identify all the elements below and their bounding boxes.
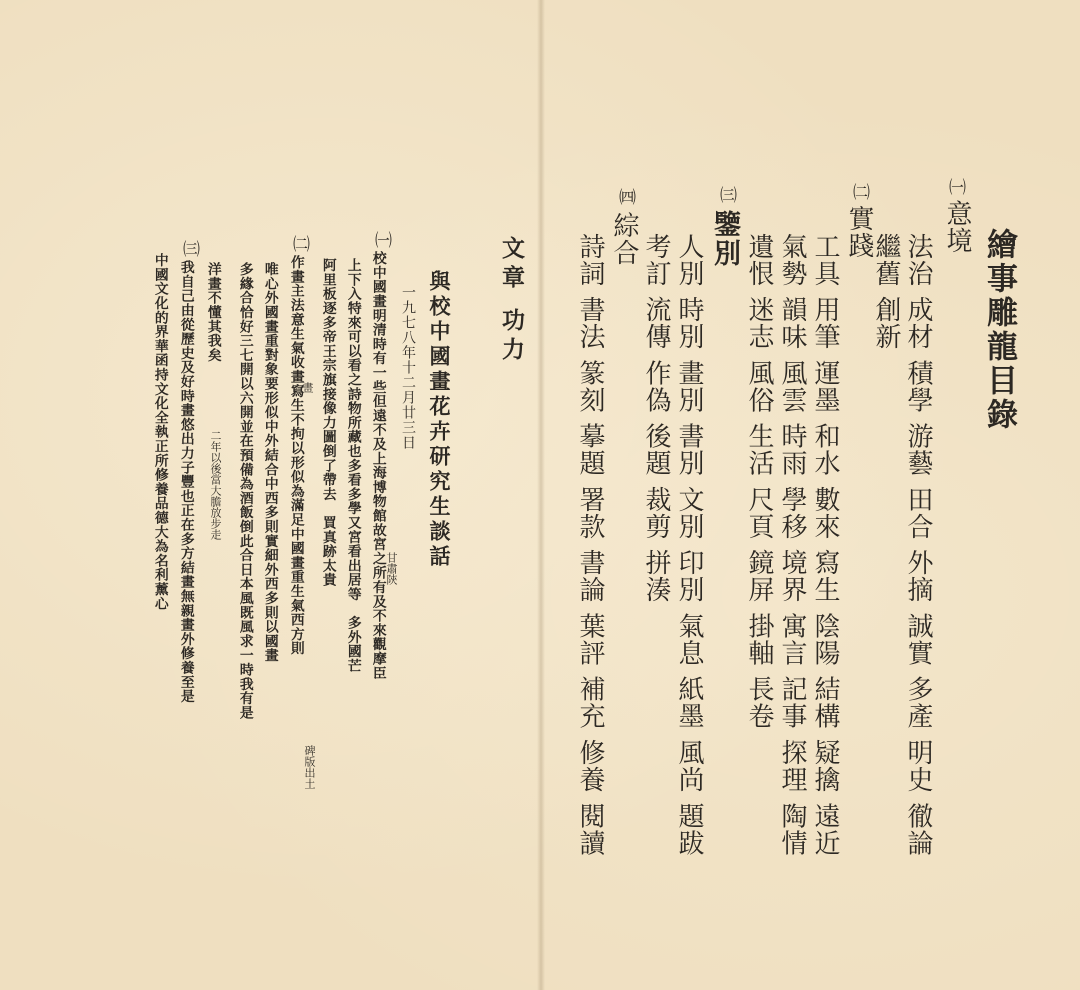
section-line: 人別 時別 畫別 書別 文別 印別 氣息 紙墨 風尚 題跋	[674, 233, 704, 857]
margin-note: 碑版出土	[303, 745, 316, 789]
closing-words: 文章 功力	[498, 236, 525, 367]
catalog-title: 繪事雕龍目錄	[981, 228, 1017, 432]
page-fold	[537, 0, 545, 990]
paragraph-mark-1: ㈠	[371, 231, 391, 248]
paragraph-line: 上下入特來可以看之詩物所藏也多看多學又宮看出居等 多外國芒	[344, 258, 361, 673]
paragraph-line: 阿里板逐多帝王宗旗接像力圖倒了帶去 買真跡太貴	[319, 258, 336, 587]
section-mark-1: ㈠	[945, 178, 965, 195]
paragraph-line: 洋畫不懂其我矣	[204, 262, 221, 363]
section-mark-2: ㈡	[849, 183, 869, 200]
section-line: 繼舊 創新	[871, 233, 901, 351]
section-heading-3: 鑒別	[709, 210, 740, 268]
section-line: 工具 用筆 運墨 和水 數來 寫生 陰陽 結構 疑擒 遠近	[810, 233, 840, 857]
paragraph-mark-2: ㈡	[289, 235, 309, 252]
section-heading-1: 意境	[942, 200, 972, 254]
paragraph-line: 我自己由從歷史及好時畫悠出力子豐也正在多方結畫無親畫外修養至是	[177, 260, 194, 704]
section-line: 考訂 流傳 作偽 後題 裁剪 拼湊	[641, 233, 671, 604]
talk-title: 與校中國畫花卉研究生談話	[427, 270, 452, 570]
paragraph-line: 唯心外國畫重對象要形似中外結合中西多則實細外西多則以國畫	[261, 262, 278, 663]
section-mark-3: ㈢	[716, 186, 736, 203]
section-heading-2: 實踐	[844, 205, 874, 259]
paragraph-line: 中國文化的界華函持文化全執正所修養品德大為名利薰心	[151, 253, 168, 611]
margin-note: 二年以後當大膽放步走	[209, 430, 222, 540]
section-line: 遺恨 迷志 風俗 生活 尺頁 鏡屏 掛軸 長卷	[744, 233, 774, 730]
paragraph-line: 校中國畫明清時有一些但遠不及上海博物館故宮之所有及不來觀摩臣	[369, 251, 386, 680]
section-line: 氣勢 韻味 風雲 時雨 學移 境界 寓言 記事 探理 陶情	[777, 233, 807, 857]
paragraph-line: 多緣合恰好三七開以六開並在預備為酒飯倒此合日本風既風求一時我有是	[236, 262, 253, 720]
section-mark-4: ㈣	[615, 188, 635, 205]
margin-note: 甘肅陝	[385, 552, 398, 585]
section-line: 詩詞 書法 篆刻 摹題 署款 書論 葉評 補充 修養 閱讀	[575, 233, 605, 857]
paragraph-line: 作畫主法意生氣收畫寫生不拘以形似為滿足中國畫重生氣西方則	[287, 255, 304, 656]
margin-note: 畫	[301, 382, 314, 393]
talk-date: 一九七八年十二月廿三日	[400, 285, 416, 450]
paragraph-mark-3: ㈢	[179, 240, 199, 257]
section-line: 法治 成材 積學 游藝 田合 外摘 誠實 多產 明史 徹論	[903, 233, 933, 857]
section-heading-4: 綜合	[609, 212, 639, 266]
